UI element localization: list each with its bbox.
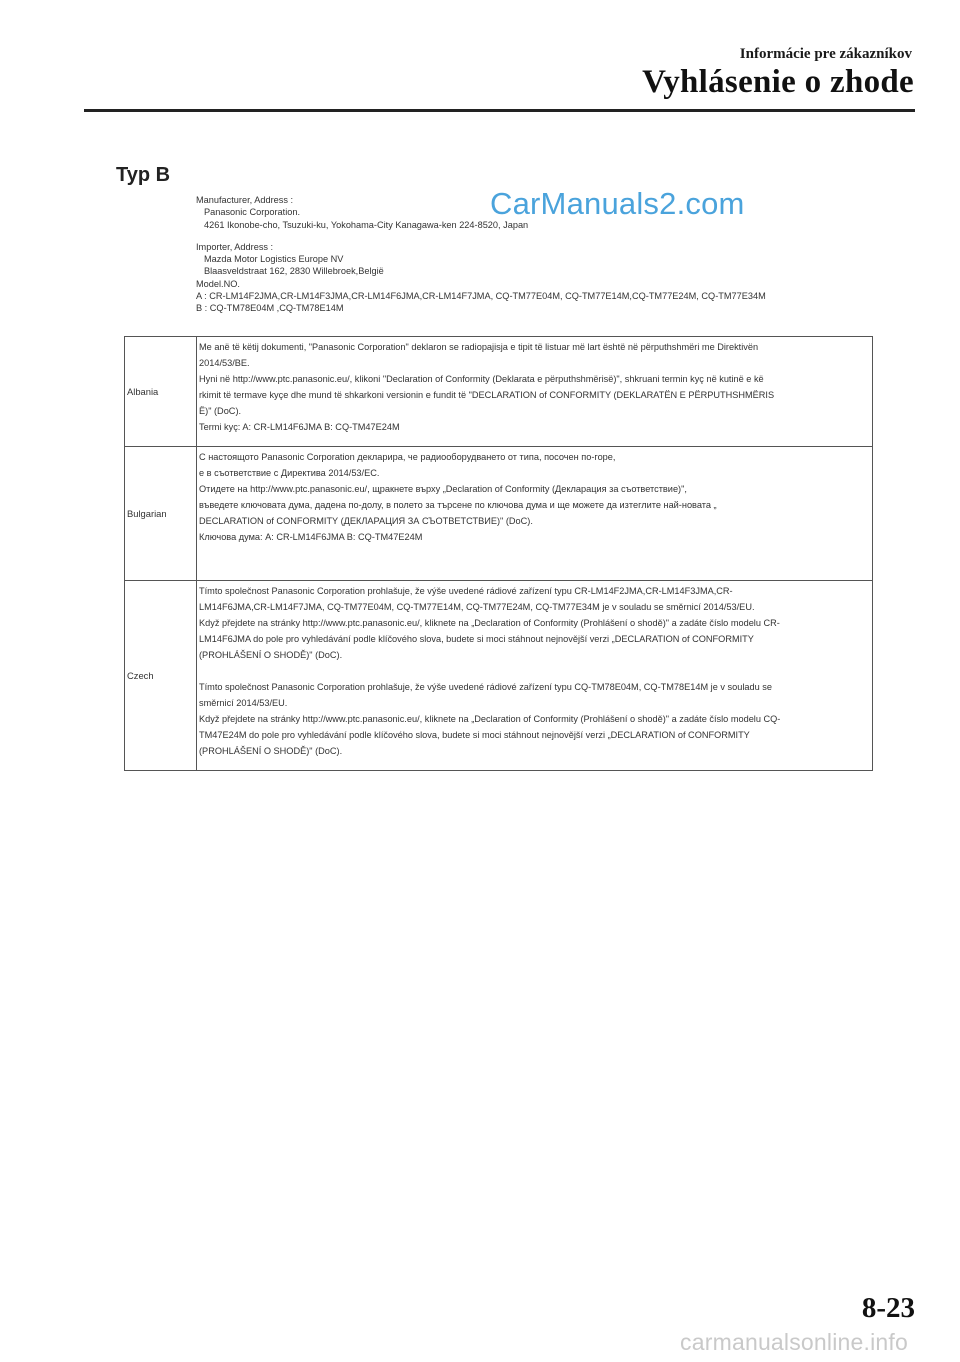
- declaration-line: LM14F6JMA,CR-LM14F7JMA, CQ-TM77E04M, CQ-TM77E14M, CQ-TM77E24M, CQ-TM77E34M je v souladu se směrnicí 2014/53/EU.: [199, 602, 755, 612]
- language-cell: Bulgarian: [125, 447, 197, 581]
- model-label: Model.NO.: [196, 278, 240, 289]
- language-cell: Czech: [125, 581, 197, 771]
- declaration-text-cell: [197, 337, 873, 447]
- declaration-line: Me anë të këtij dokumenti, "Panasonic Corporation" deklaron se radiopajisja e tipit të listuar më lart është në përputhshmëri me Direktivën: [199, 342, 759, 352]
- page-number: 8-23: [861, 1292, 915, 1324]
- manufacturer-info-block: [196, 194, 876, 315]
- declaration-text-cell: [197, 447, 873, 581]
- declaration-line: въведете ключовата дума, дадена по-долу, в полето за търсене по ключова дума и ще можете да изтеглите най-новата „: [199, 500, 717, 510]
- declaration-line: Hyni në http://www.ptc.panasonic.eu/, klikoni "Declaration of Conformity (Deklarata e përputhshmërisë)", shkruani termin kyç në kutinë e kë: [199, 374, 764, 384]
- manufacturer-label: Manufacturer, Address :: [196, 195, 294, 205]
- model-a: A : CR-LM14F2JMA,CR-LM14F3JMA,CR-LM14F6JMA,CR-LM14F7JMA, CQ-TM77E04M, CQ-TM77E14M,CQ-TM77E24M, CQ-TM77E34M: [196, 291, 766, 302]
- declaration-line: Ключова дума: A: CR-LM14F6JMA B: CQ-TM47E24M: [199, 532, 423, 542]
- declaration-table: [124, 336, 873, 771]
- manufacturer-name: Panasonic Corporation.: [204, 207, 301, 218]
- declaration-line: DECLARATION of CONFORMITY (ДЕКЛАРАЦИЯ ЗА СЪОТВЕТСТВИЕ)" (DoC).: [199, 516, 533, 526]
- declaration-line: TM47E24M do pole pro vyhledávání podle klíčového slova, budete si moci stáhnout nejnovější verzi „DECLARATION of CONFORMITY: [199, 730, 750, 740]
- declaration-line: (PROHLÁŠENÍ O SHODĚ)" (DoC).: [199, 650, 343, 660]
- declaration-line: Když přejdete na stránky http://www.ptc.panasonic.eu/, kliknete na „Declaration of Conformity (Prohlášení o shodě)" a zadáte číslo modelu CR-: [199, 618, 780, 628]
- watermark-top: CarManuals2.com: [490, 186, 745, 221]
- importer-label: Importer, Address :: [196, 241, 274, 252]
- watermark-bottom: carmanualsonline.info: [680, 1329, 908, 1355]
- section-title: Typ B: [116, 164, 171, 186]
- declaration-text-cell: [197, 581, 873, 771]
- declaration-line: směrnicí 2014/53/EU.: [199, 698, 288, 708]
- declaration-line: Отидете на http://www.ptc.panasonic.eu/, щракнете върху „Declaration of Conformity (Декларация за съответствие)",: [199, 484, 687, 494]
- declaration-line: Ë)" (DoC).: [199, 406, 242, 416]
- page-title: Vyhlásenie o zhode: [642, 64, 914, 100]
- declaration-line: Tímto společnost Panasonic Corporation prohlašuje, že výše uvedené rádiové zařízení typu CR-LM14F2JMA,CR-LM14F3JMA,CR-: [199, 586, 733, 596]
- declaration-table-body: [125, 337, 873, 771]
- declaration-line: LM14F6JMA do pole pro vyhledávání podle klíčového slova, budete si moci stáhnout nejnovější verzi „DECLARATION of CONFORMITY: [199, 634, 754, 644]
- table-row: [125, 447, 873, 581]
- header-subtitle: Informácie pre zákazníkov: [739, 46, 912, 62]
- declaration-line: 2014/53/BE.: [199, 358, 250, 368]
- declaration-line: е в съответствие с Директива 2014/53/ЕС.: [199, 468, 380, 478]
- paragraph-spacer: [199, 663, 870, 679]
- manufacturer-address: 4261 Ikonobe-cho, Tsuzuki-ku, Yokohama-City Kanagawa-ken 224-8520, Japan: [204, 219, 529, 230]
- header-divider: [84, 109, 915, 112]
- declaration-line: С настоящото Panasonic Corporation декларира, че радиооборудването от типа, посочен по-горе,: [199, 452, 616, 462]
- declaration-line: Tímto společnost Panasonic Corporation prohlašuje, že výše uvedené rádiové zařízení typu CQ-TM78E04M, CQ-TM78E14M je v souladu se: [199, 682, 772, 692]
- language-cell: Albania: [125, 337, 197, 447]
- model-b: B : CQ-TM78E04M ,CQ-TM78E14M: [196, 303, 344, 314]
- declaration-line: (PROHLÁŠENÍ O SHODĚ)" (DoC).: [199, 746, 343, 756]
- table-row: [125, 337, 873, 447]
- importer-address: Blaasveldstraat 162, 2830 Willebroek,België: [204, 266, 384, 277]
- table-row: [125, 581, 873, 771]
- declaration-line: Když přejdete na stránky http://www.ptc.panasonic.eu/, kliknete na „Declaration of Conformity (Prohlášení o shodě)" a zadáte číslo modelu CQ-: [199, 714, 781, 724]
- declaration-line: Termi kyç: A: CR-LM14F6JMA B: CQ-TM47E24M: [199, 422, 400, 432]
- declaration-line: rkimit të termave kyçe dhe mund të shkarkoni versionin e fundit të "DECLARATION of CONFORMITY (DEKLARATËN E PËRPUTHSHMËRIS: [199, 390, 775, 400]
- importer-name: Mazda Motor Logistics Europe NV: [204, 254, 344, 265]
